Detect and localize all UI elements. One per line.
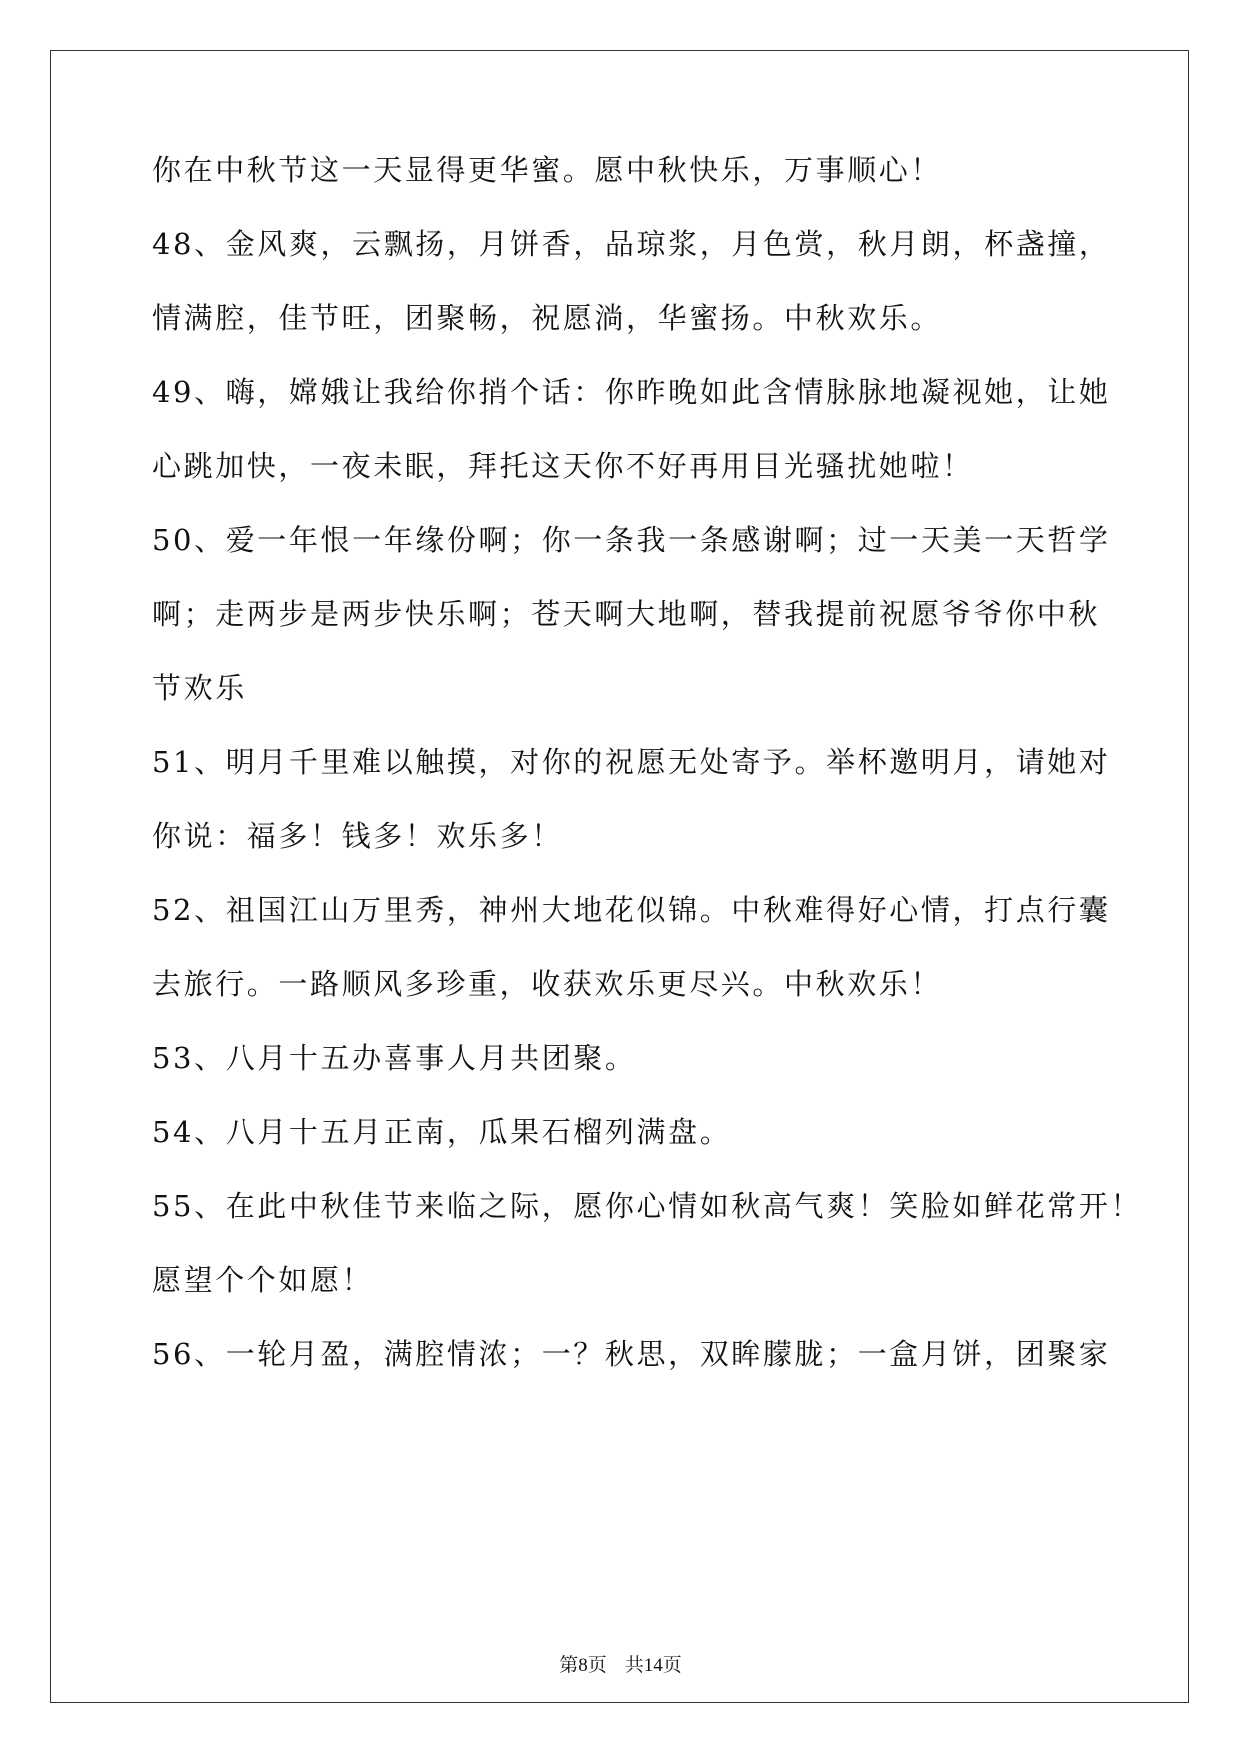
text-line: 50、爱一年恨一年缘份啊；你一条我一条感谢啊；过一天美一天哲学: [152, 523, 1111, 557]
page-number: 第8页: [559, 1655, 607, 1676]
text-line: 55、在此中秋佳节来临之际，愿你心情如秋高气爽！笑脸如鲜花常开！: [152, 1189, 1143, 1223]
text-line: 48、金风爽，云飘扬，月饼香，品琼浆，月色赏，秋月朗，杯盏撞，: [152, 227, 1111, 261]
text-line: 52、祖国江山万里秀，神州大地花似锦。中秋难得好心情，打点行囊: [152, 893, 1111, 927]
text-line: 心跳加快，一夜未眠，拜托这天你不好再用目光骚扰她啦！: [152, 449, 974, 483]
text-line: 节欢乐: [152, 671, 247, 705]
text-line: 54、八月十五月正南，瓜果石榴列满盘。: [152, 1115, 732, 1149]
text-line: 去旅行。一路顺风多珍重，收获欢乐更尽兴。中秋欢乐！: [152, 967, 943, 1001]
text-line: 53、八月十五办喜事人月共团聚。: [152, 1041, 637, 1075]
page-footer: [0, 1654, 1241, 1678]
page-total: 共14页: [624, 1655, 682, 1676]
text-line: 愿望个个如愿！: [152, 1263, 374, 1297]
text-line: 你说：福多！钱多！欢乐多！: [152, 819, 563, 853]
text-line: 情满腔，佳节旺，团聚畅，祝愿淌，华蜜扬。中秋欢乐。: [152, 301, 943, 335]
text-line: 49、嗨，嫦娥让我给你捎个话：你昨晚如此含情脉脉地凝视她，让她: [152, 375, 1111, 409]
text-line: 51、明月千里难以触摸，对你的祝愿无处寄予。举杯邀明月，请她对: [152, 745, 1111, 779]
text-line: 56、一轮月盈，满腔情浓；一？秋思，双眸朦胧；一盒月饼，团聚家: [152, 1337, 1111, 1371]
text-line: 你在中秋节这一天显得更华蜜。愿中秋快乐，万事顺心！: [152, 153, 943, 187]
text-line: 啊；走两步是两步快乐啊；苍天啊大地啊，替我提前祝愿爷爷你中秋: [152, 597, 1101, 631]
